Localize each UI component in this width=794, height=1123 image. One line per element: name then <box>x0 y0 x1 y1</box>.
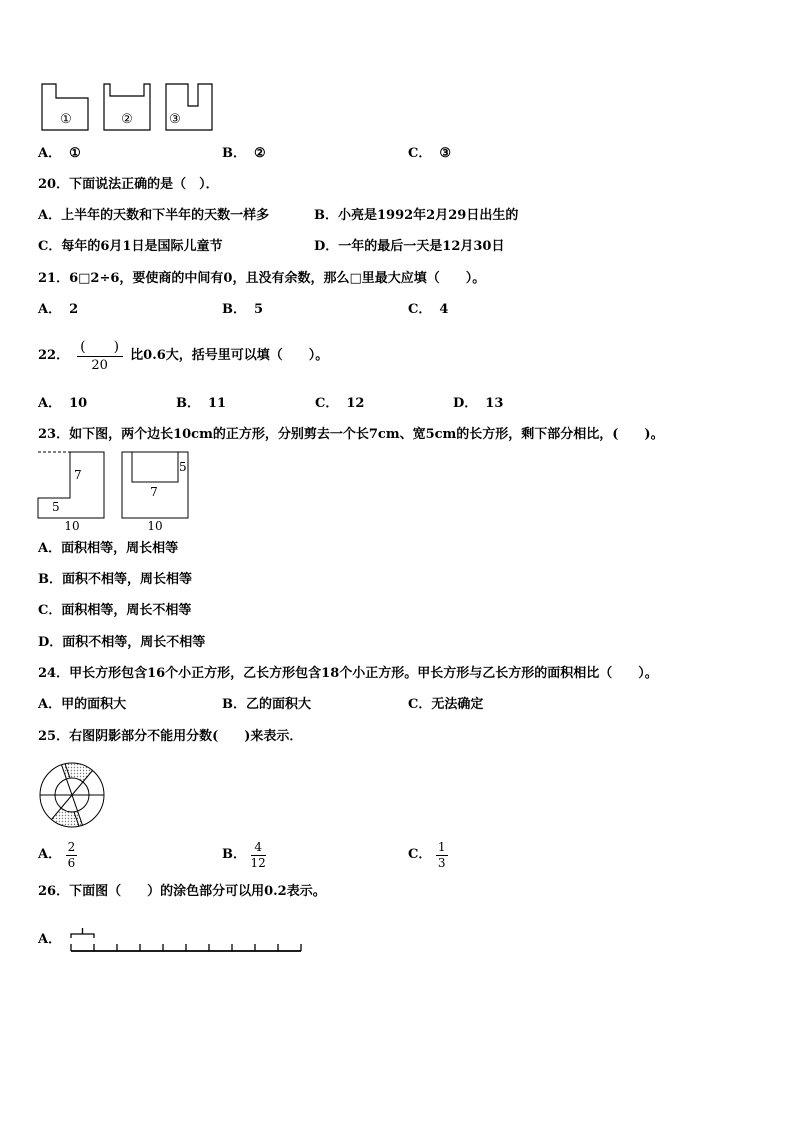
fraction-numerator: 1 <box>437 839 446 854</box>
brace <box>71 934 94 938</box>
q22-option-d[interactable] <box>453 396 503 412</box>
option-text: 面积相等，周长相等 <box>61 541 179 556</box>
option-text: 2 <box>69 302 79 317</box>
q24-option-a[interactable] <box>38 697 126 713</box>
fig2-cut <box>132 452 178 482</box>
option-text: 每年的6月1日是国际儿童节 <box>61 239 223 254</box>
q24-stem: 24．甲长方形包含16个小正方形，乙长方形包含18个小正方形。甲长方形与乙长方形的面积相比（ ）。 <box>38 666 658 681</box>
tick-marks <box>71 944 301 951</box>
q25-option-c[interactable] <box>408 838 448 873</box>
q22-option-c[interactable] <box>315 396 364 412</box>
option-letter: C． <box>408 847 432 862</box>
option-text: 12 <box>346 396 365 411</box>
fig1-label-5: 5 <box>52 500 60 514</box>
fraction-denominator: 12 <box>250 855 266 870</box>
option-text: 小亮是1992年2月29日出生的 <box>338 208 519 223</box>
q21-option-c[interactable] <box>408 302 448 318</box>
q22-option-a[interactable] <box>38 396 87 412</box>
q23-option-c[interactable] <box>38 603 191 619</box>
q23-stem: 23．如下图，两个边长10cm的正方形，分别剪去一个长7cm、宽5cm的长方形，剩下部分相比，( )。 <box>38 427 664 442</box>
option-letter: A． <box>38 396 62 411</box>
q24-option-b[interactable] <box>222 697 311 713</box>
q20-option-b[interactable] <box>314 208 518 224</box>
q19-option-c[interactable] <box>408 146 451 162</box>
shape-2-label: ② <box>121 112 133 127</box>
q26-number-line <box>68 924 304 956</box>
option-letter: D． <box>38 635 63 650</box>
option-text: ③ <box>439 146 452 161</box>
fraction-numerator: 2 <box>67 839 76 854</box>
option-letter: B． <box>222 302 246 317</box>
option-text: 13 <box>485 396 504 411</box>
option-letter: B． <box>176 396 200 411</box>
option-letter: B． <box>222 146 246 161</box>
option-fraction <box>436 841 448 870</box>
option-text: 甲的面积大 <box>61 697 127 712</box>
option-letter: B． <box>222 697 246 712</box>
option-text: ① <box>69 146 81 161</box>
option-letter: C． <box>38 239 62 254</box>
fraction-numerator: 4 <box>251 841 266 856</box>
fig2-label-10: 10 <box>147 519 163 533</box>
q26-option-a[interactable] <box>38 932 61 948</box>
option-letter: A． <box>38 932 62 947</box>
q25-option-a[interactable] <box>38 838 77 873</box>
option-letter: B． <box>314 208 338 223</box>
option-text: 乙的面积大 <box>246 697 312 712</box>
shape-3-label: ③ <box>169 112 181 127</box>
option-letter: D． <box>314 239 339 254</box>
fig1-label-7: 7 <box>74 468 82 482</box>
fraction-denominator: 6 <box>67 855 76 870</box>
q24-option-c[interactable] <box>408 697 483 713</box>
option-letter: A． <box>38 541 62 556</box>
option-text: 上半年的天数和下半年的天数一样多 <box>61 208 270 223</box>
q23-option-a[interactable] <box>38 541 178 557</box>
option-text: 面积不相等，周长相等 <box>62 572 193 587</box>
option-letter: A． <box>38 697 62 712</box>
q20-option-c[interactable] <box>38 239 222 255</box>
q25-option-b[interactable] <box>222 838 266 873</box>
q23-option-d[interactable] <box>38 635 205 651</box>
q20-option-a[interactable] <box>38 208 269 224</box>
option-letter: A． <box>38 208 62 223</box>
fig1-label-10: 10 <box>64 519 80 533</box>
option-letter: A． <box>38 302 62 317</box>
q20-stem: 20．下面说法正确的是（ ）． <box>38 177 219 192</box>
option-letter: C． <box>408 146 432 161</box>
q25-circle-figure <box>37 760 107 830</box>
fig2-label-5: 5 <box>179 460 187 474</box>
q21-stem: 21．6□2÷6，要使商的中间有0，且没有余数，那么□里最大应填（ ）。 <box>38 271 486 286</box>
q23-option-b[interactable] <box>38 572 192 588</box>
option-text: 11 <box>208 396 227 411</box>
q19-shapes <box>38 82 218 134</box>
option-text: 5 <box>254 302 264 317</box>
option-letter: C． <box>408 302 432 317</box>
q22-stem-rest: 比0.6大，括号里可以填（ ）。 <box>130 348 329 363</box>
option-text: 4 <box>439 302 449 317</box>
option-letter: C． <box>38 603 62 618</box>
q22-number: 22． <box>38 348 70 363</box>
q22-option-b[interactable] <box>176 396 226 412</box>
q21-option-b[interactable] <box>222 302 263 318</box>
q22-fraction <box>77 339 123 374</box>
option-letter: A． <box>38 847 62 862</box>
fraction-numerator: ( ) <box>77 339 123 357</box>
q21-option-a[interactable] <box>38 302 78 318</box>
option-text: 无法确定 <box>431 697 484 712</box>
option-letter: D． <box>453 396 478 411</box>
option-letter: C． <box>408 697 432 712</box>
shape-1-label: ① <box>60 112 72 127</box>
fig1-dashed-cut <box>38 452 70 498</box>
fraction-denominator: 3 <box>437 855 446 870</box>
option-letter: B． <box>222 847 246 862</box>
option-text: 10 <box>69 396 88 411</box>
fraction-denominator: 20 <box>91 357 108 373</box>
option-fraction <box>251 841 266 870</box>
option-text: 面积不相等，周长不相等 <box>62 635 206 650</box>
option-fraction <box>66 841 78 870</box>
q19-option-b[interactable] <box>222 146 266 162</box>
q23-figures <box>36 450 196 534</box>
fig1-outline <box>38 452 104 518</box>
option-text: ② <box>254 146 266 161</box>
option-text: 一年的最后一天是12月30日 <box>338 239 505 254</box>
q22-stem <box>38 336 328 377</box>
fig2-label-7: 7 <box>150 485 158 499</box>
option-letter: B． <box>38 572 62 587</box>
q25-stem: 25．右图阴影部分不能用分数( )来表示． <box>38 729 303 744</box>
q26-stem: 26．下面图（ ）的涂色部分可以用0.2表示。 <box>38 884 326 899</box>
option-letter: C． <box>315 396 339 411</box>
q19-option-a[interactable] <box>38 146 81 162</box>
option-text: 面积相等，周长不相等 <box>61 603 192 618</box>
option-letter: A． <box>38 146 62 161</box>
q20-option-d[interactable] <box>314 239 504 255</box>
